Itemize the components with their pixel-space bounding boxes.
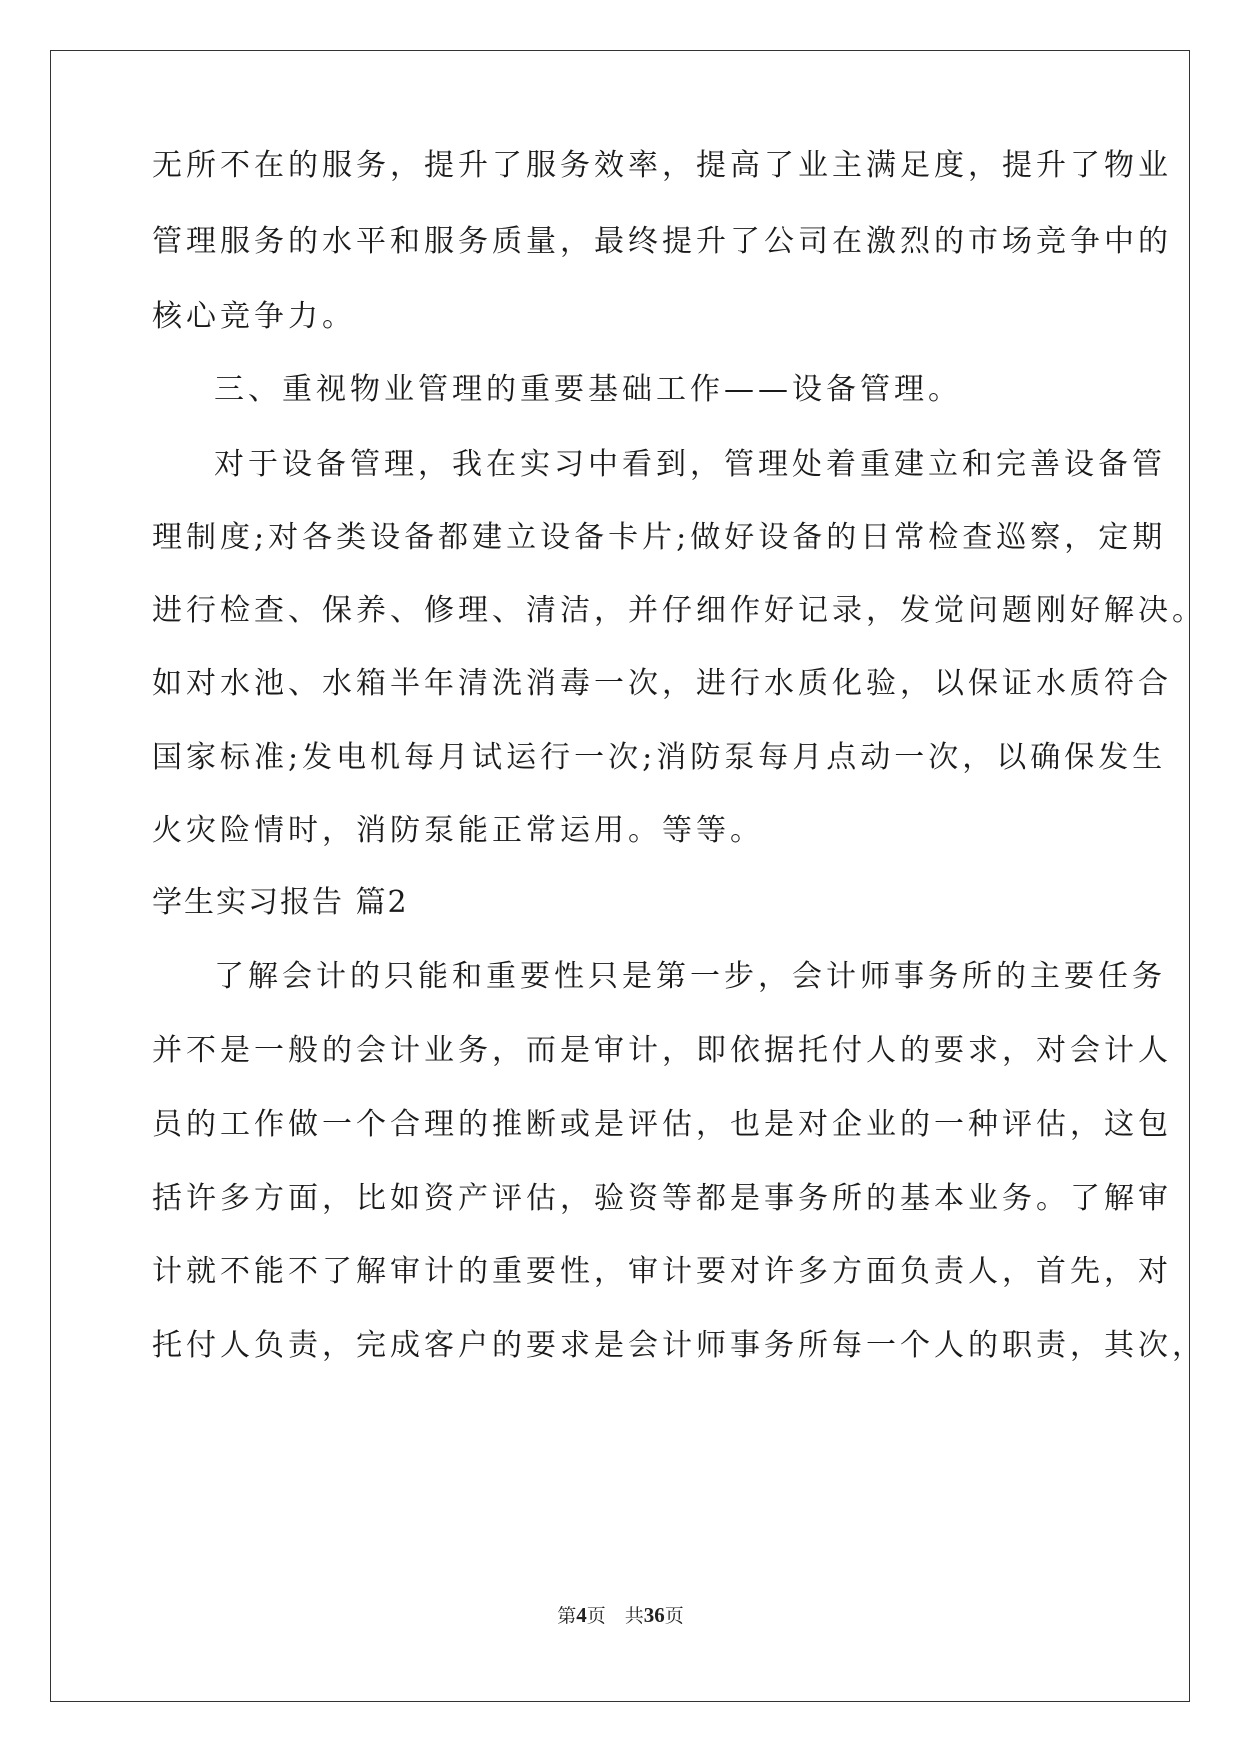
body-line: 并不是一般的会计业务，而是审计，即依据托付人的要求，对会计人 [152, 1033, 1172, 1068]
page-footer [0, 1601, 1241, 1628]
body-line: 了解会计的只能和重要性只是第一步，会计师事务所的主要任务 [214, 959, 1166, 994]
body-line: 进行检查、保养、修理、清洁，并仔细作好记录，发觉问题刚好解决。 [152, 593, 1206, 628]
body-line: 无所不在的服务，提升了服务效率，提高了业主满足度，提升了物业 [152, 148, 1172, 183]
body-line: 计就不能不了解审计的重要性，审计要对许多方面负责人，首先，对 [152, 1254, 1172, 1289]
footer-suffix: 页 [664, 1605, 684, 1627]
section-heading: 三、重视物业管理的重要基础工作——设备管理。 [214, 372, 962, 407]
body-line: 对于设备管理，我在实习中看到，管理处着重建立和完善设备管 [214, 447, 1166, 482]
body-line: 核心竞争力。 [152, 299, 356, 334]
footer-mid: 页 共 [586, 1605, 644, 1627]
body-line: 如对水池、水箱半年清洗消毒一次，进行水质化验，以保证水质符合 [152, 666, 1172, 701]
body-line: 火灾险情时，消防泵能正常运用。等等。 [152, 813, 764, 848]
body-line: 托付人负责，完成客户的要求是会计师事务所每一个人的职责，其次， [152, 1328, 1206, 1363]
body-line: 管理服务的水平和服务质量，最终提升了公司在激烈的市场竞争中的 [152, 224, 1172, 259]
body-line: 员的工作做一个合理的推断或是评估，也是对企业的一种评估，这包 [152, 1107, 1172, 1142]
footer-prefix: 第 [557, 1605, 577, 1627]
body-line: 国家标准;发电机每月试运行一次;消防泵每月点动一次，以确保发生 [152, 740, 1167, 775]
total-pages-number: 36 [643, 1603, 665, 1627]
body-line: 括许多方面，比如资产评估，验资等都是事务所的基本业务。了解审 [152, 1181, 1172, 1216]
current-page-number: 4 [576, 1603, 587, 1627]
body-line: 理制度;对各类设备都建立设备卡片;做好设备的日常检查巡察，定期 [152, 520, 1167, 555]
article-heading: 学生实习报告 篇2 [152, 885, 409, 920]
